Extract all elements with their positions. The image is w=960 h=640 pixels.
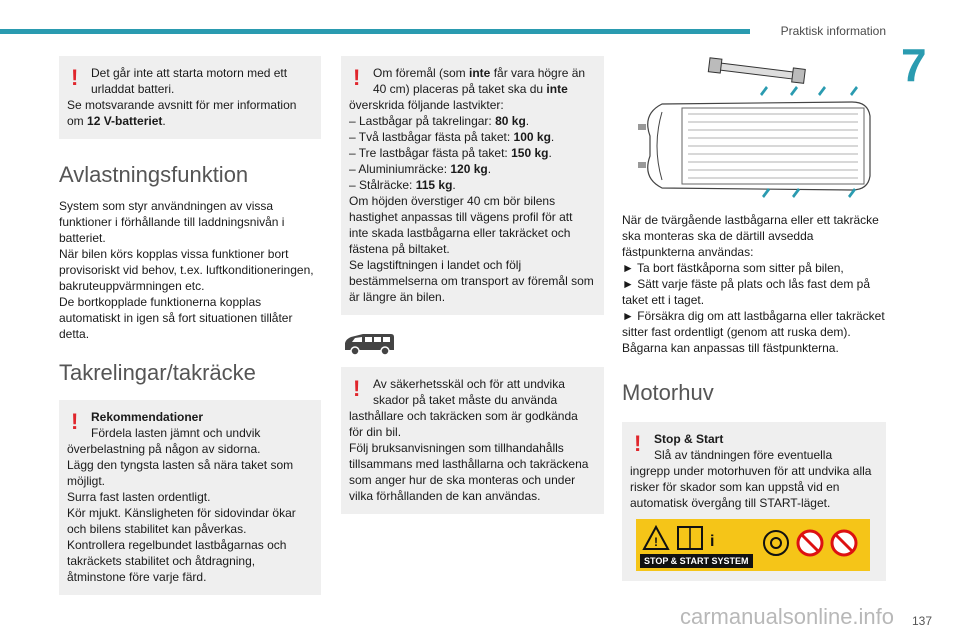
- warning-box-load-limits: [341, 56, 604, 315]
- warning-text: Se lagstiftningen i landet och följ bestämmelserna om transport av föremål som är längre än bilen.: [349, 258, 594, 304]
- warning-box-recommendations: [59, 400, 321, 595]
- warning-title: Stop & Start: [654, 432, 724, 446]
- bullet-step: ► Sätt varje fäste på plats och lås fast dem på taket ett i taget.: [622, 277, 871, 307]
- warning-line: urladdat batteri.: [91, 82, 175, 96]
- warning-icon: !: [353, 65, 361, 90]
- section-heading-avlastning: Avlastningsfunktion: [59, 162, 249, 187]
- warning-text: överbelastning på någon av sidorna.: [67, 442, 261, 456]
- warning-line: Slå av tändningen före eventuella: [654, 448, 833, 462]
- bullet-step: ► Ta bort fästkåporna som sitter på bilen,: [622, 261, 844, 275]
- load-item: – Lastbågar på takrelingar: 80 kg.: [349, 114, 530, 128]
- paragraph: När bilen körs kopplas vissa funktioner bort provisoriskt vid behov, t.ex. luftkonditioneringen, bakruteuppvärmningen etc.: [59, 247, 314, 293]
- load-item: – Aluminiumräcke: 120 kg.: [349, 162, 492, 176]
- load-item: – Tre lastbågar fästa på taket: 150 kg.: [349, 146, 552, 160]
- warning-text: Kontrollera regelbundet lastbågarnas och takräckets stabilitet och åtdragning, åtminstone före varje färd.: [67, 538, 287, 584]
- load-item: – Två lastbågar fästa på taket: 100 kg.: [349, 130, 555, 144]
- warning-text: Om höjden överstiger 40 cm bör bilens hastighet anpassas till vägens profil för att inte skada lastbågarna eller takräcket och fästena på biltaket.: [349, 194, 573, 256]
- warning-text: överskrida följande lastvikter:: [349, 98, 504, 112]
- chapter-number: 7: [901, 39, 927, 91]
- warning-text: Följ bruksanvisningen som tillhandahålls tillsammans med lasthållarna och takräckena som anger hur de ska monteras och under vilka förhållanden de kan användas.: [349, 441, 589, 503]
- warning-line: 40 cm) placeras på taket ska du inte: [373, 82, 568, 96]
- warning-text: ingrepp under motorhuven för att undvika alla risker för skador som kan uppstå vid en automatisk övergång till START-läget.: [630, 464, 872, 510]
- warning-line: Av säkerhetsskäl och för att undvika: [373, 377, 565, 391]
- stop-start-label: [636, 519, 870, 571]
- svg-text:i: i: [710, 533, 715, 550]
- column-2: [341, 56, 604, 514]
- section-heading-takrelingar: Takrelingar/takräcke: [59, 360, 256, 385]
- warning-box-stop-start: [622, 422, 886, 581]
- warning-line: Fördela lasten jämnt och undvik: [91, 426, 261, 440]
- watermark: carmanualsonline.info: [680, 604, 895, 629]
- bullet-step: ► Försäkra dig om att lastbågarna eller takräcket sitter fast ordentligt (genom att ruska dem).: [622, 309, 885, 339]
- column-3: [622, 56, 886, 581]
- warning-text: lasthållare och takräcken som är godkända för din bil.: [349, 409, 578, 439]
- warning-text: Surra fast lasten ordentligt.: [67, 490, 211, 504]
- load-item: – Stålräcke: 115 kg.: [349, 178, 456, 192]
- paragraph: System som styr användningen av vissa funktioner i förhållande till laddningsnivån i batteriet.: [59, 199, 285, 245]
- warning-text: Se motsvarande avsnitt för mer information om 12 V-batteriet.: [67, 98, 297, 128]
- warning-icon: !: [634, 431, 642, 456]
- warning-box-battery: [59, 56, 321, 139]
- paragraph: Bågarna kan anpassas till fästpunkterna.: [622, 341, 839, 355]
- warning-line: Det går inte att starta motorn med ett: [91, 66, 288, 80]
- header-title: Praktisk information: [780, 24, 886, 38]
- warning-line: Om föremål (som inte får vara högre än: [373, 66, 586, 80]
- warning-icon: !: [71, 65, 79, 90]
- warning-box-safety: [341, 367, 604, 514]
- warning-title: Rekommendationer: [91, 410, 204, 424]
- stop-start-banner: STOP & START SYSTEM: [640, 554, 753, 568]
- column-1: [59, 56, 321, 595]
- warning-icon: !: [71, 409, 79, 434]
- section-heading-motorhuv: Motorhuv: [622, 380, 714, 405]
- warning-text: Lägg den tyngsta lasten så nära taket som möjligt.: [67, 458, 294, 488]
- header-accent-bar: [0, 29, 750, 34]
- svg-text:!: !: [654, 535, 658, 549]
- van-icon: [341, 331, 604, 361]
- roof-diagram: [622, 56, 886, 206]
- warning-text: Kör mjukt. Känsligheten för sidovindar ökar och bilens stabilitet kan påverkas.: [67, 506, 296, 536]
- page-number: 137: [911, 614, 932, 628]
- paragraph: De bortkopplade funktionerna kopplas automatiskt in igen så fort situationen tillåter detta.: [59, 295, 293, 341]
- warning-icon: !: [353, 376, 361, 401]
- paragraph: När de tvärgående lastbågarna eller ett takräcke ska monteras ska de därtill avsedda fästpunkterna användas:: [622, 213, 879, 259]
- warning-line: skador på taket måste du använda: [373, 393, 558, 407]
